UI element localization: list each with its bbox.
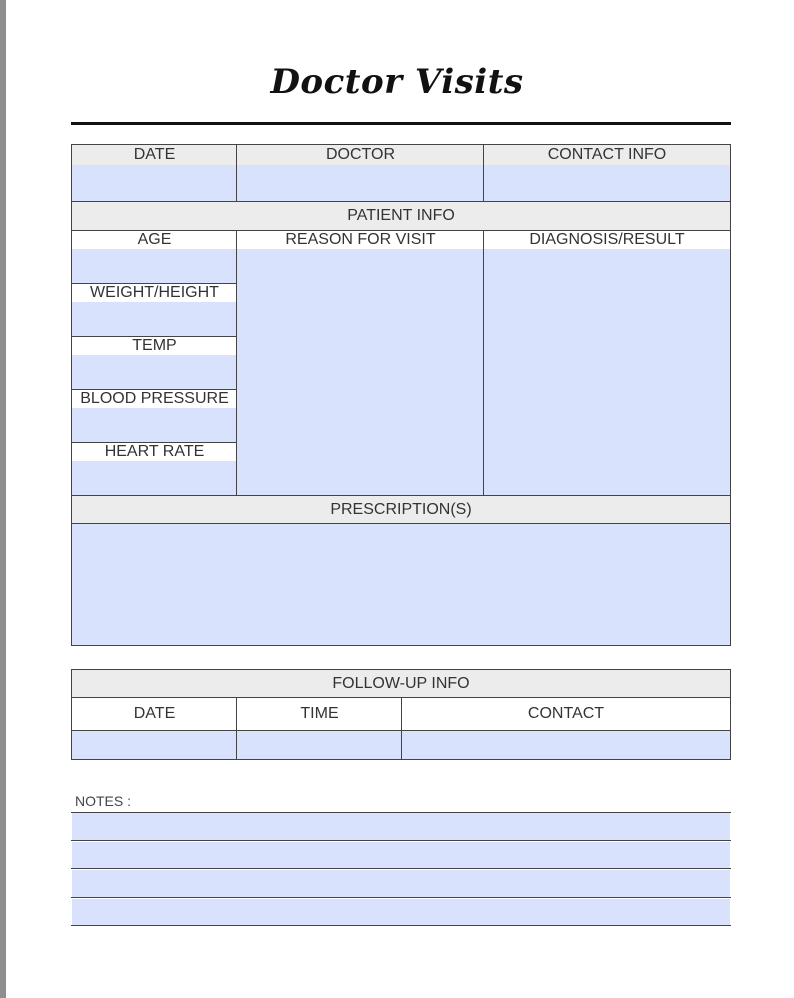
grid-line: [236, 697, 237, 760]
follow-up-contact-label: CONTACT: [402, 698, 730, 730]
grid-line: [71, 230, 731, 231]
date-field[interactable]: [72, 165, 237, 202]
follow-up-date-field[interactable]: [72, 731, 237, 759]
follow-up-time-field[interactable]: [237, 731, 402, 759]
date-header: DATE: [72, 145, 237, 165]
diagnosis-result-field[interactable]: [484, 249, 730, 495]
page-edge: [0, 0, 6, 998]
grid-line: [71, 840, 731, 841]
reason-for-visit-field[interactable]: [237, 249, 484, 495]
age-label: AGE: [72, 231, 237, 249]
grid-line: [236, 144, 237, 202]
heart-rate-field[interactable]: [72, 461, 237, 495]
page-title: Doctor Visits: [270, 62, 524, 102]
grid-line: [730, 669, 731, 760]
heart-rate-label: HEART RATE: [72, 443, 237, 461]
patient-info-header: PATIENT INFO: [72, 202, 730, 230]
follow-up-header: FOLLOW-UP INFO: [72, 670, 730, 697]
diagnosis-result-label: DIAGNOSIS/RESULT: [484, 231, 730, 249]
grid-line: [236, 230, 237, 496]
grid-line: [71, 669, 72, 760]
follow-up-contact-field[interactable]: [402, 731, 730, 759]
age-field[interactable]: [72, 249, 237, 284]
prescriptions-field[interactable]: [72, 524, 730, 645]
grid-line: [72, 442, 237, 443]
grid-line: [71, 523, 731, 524]
weight-height-label: WEIGHT/HEIGHT: [72, 284, 237, 302]
blood-pressure-label: BLOOD PRESSURE: [72, 390, 237, 408]
grid-line: [71, 925, 731, 926]
grid-line: [71, 495, 731, 496]
notes-line[interactable]: [72, 899, 730, 925]
notes-line[interactable]: [72, 813, 730, 840]
grid-line: [71, 144, 72, 646]
grid-line: [401, 697, 402, 760]
contact-info-header: CONTACT INFO: [484, 145, 730, 165]
grid-line: [71, 669, 731, 670]
temp-label: TEMP: [72, 337, 237, 355]
notes-line[interactable]: [72, 870, 730, 897]
grid-line: [72, 336, 237, 337]
grid-line: [483, 230, 484, 496]
grid-line: [71, 201, 731, 202]
temp-field[interactable]: [72, 355, 237, 390]
notes-line[interactable]: [72, 842, 730, 868]
grid-line: [71, 897, 731, 898]
doctor-field[interactable]: [237, 165, 484, 202]
notes-label: NOTES :: [75, 793, 132, 809]
grid-line: [72, 283, 237, 284]
reason-for-visit-label: REASON FOR VISIT: [237, 231, 484, 249]
contact-info-field[interactable]: [484, 165, 730, 202]
follow-up-time-label: TIME: [237, 698, 402, 730]
grid-line: [71, 812, 731, 813]
grid-line: [72, 389, 237, 390]
grid-line: [730, 144, 731, 646]
grid-line: [71, 645, 731, 646]
prescriptions-header: PRESCRIPTION(S): [72, 496, 730, 523]
follow-up-date-label: DATE: [72, 698, 237, 730]
grid-line: [71, 868, 731, 869]
blood-pressure-field[interactable]: [72, 408, 237, 443]
grid-line: [483, 144, 484, 202]
doctor-header: DOCTOR: [237, 145, 484, 165]
title-divider: [71, 122, 731, 125]
grid-line: [71, 144, 731, 145]
weight-height-field[interactable]: [72, 302, 237, 337]
